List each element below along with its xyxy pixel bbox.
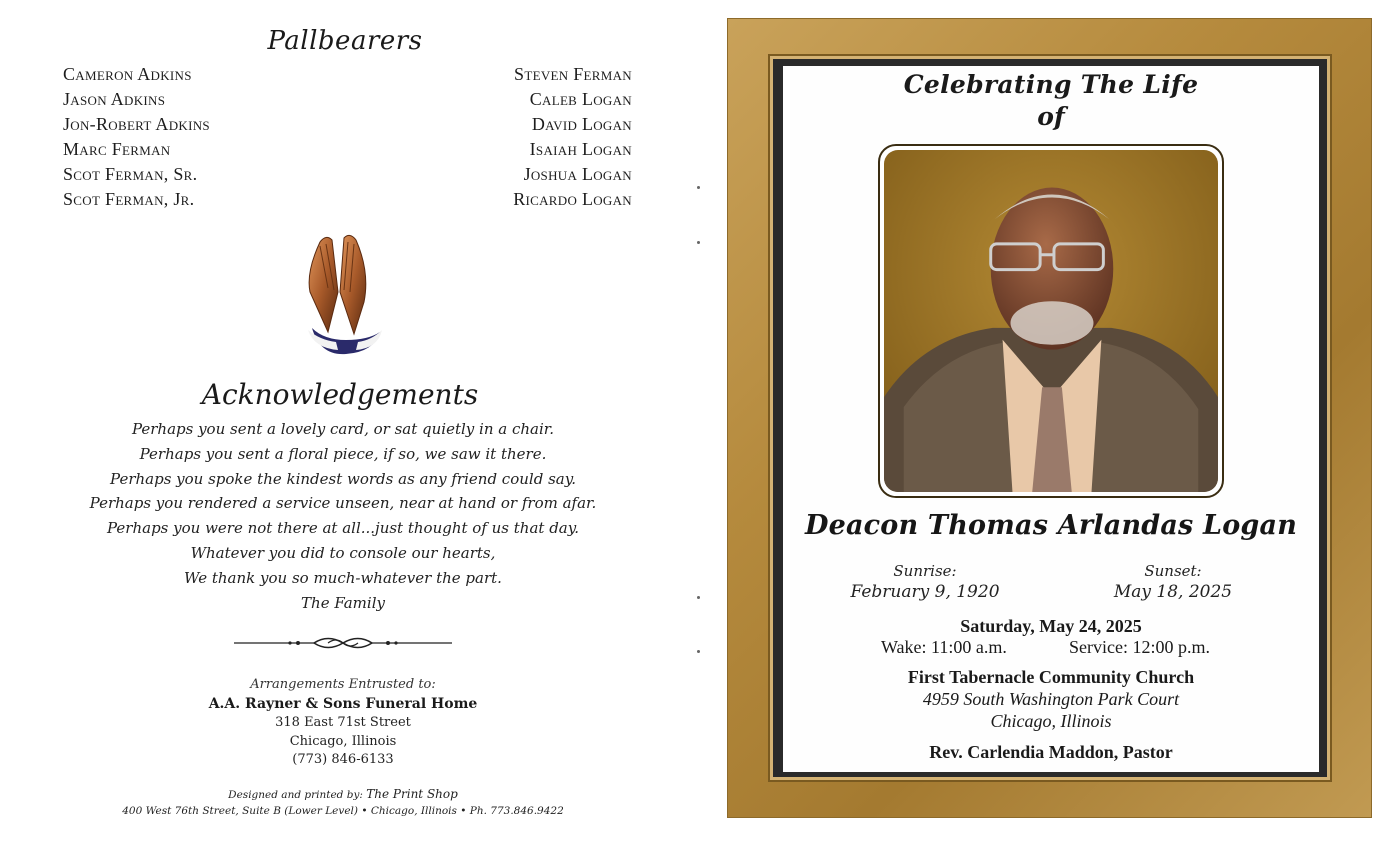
pallbearer-name: Steven Ferman: [514, 64, 632, 84]
acknowledgement-poem: [60, 417, 626, 615]
church-address: 4959 South Washington Park Court: [922, 689, 1180, 709]
poem-line: Perhaps you rendered a service unseen, near at hand or from afar.: [89, 494, 597, 513]
pallbearer-name: David Logan: [531, 114, 632, 134]
pallbearers-left-list: [63, 62, 210, 212]
sunset-label: Sunset:: [1144, 562, 1202, 580]
funeral-home-street: 318 East 71st Street: [275, 715, 411, 730]
wake-time: Wake: 11:00 a.m.: [881, 637, 1007, 657]
cover-card: [783, 66, 1319, 772]
sunset-date: May 18, 2025: [1113, 582, 1233, 602]
poem-line: Whatever you did to console our hearts,: [190, 543, 496, 562]
service-time: Service: 12:00 p.m.: [1069, 637, 1210, 657]
pallbearers-right-list: [513, 62, 632, 212]
pallbearer-name: Jason Adkins: [63, 89, 166, 109]
sunrise-label: Sunrise:: [893, 562, 957, 580]
poem-line: We thank you so much-whatever the part.: [184, 568, 502, 587]
printer-line: [100, 786, 586, 803]
pastor-name: Rev. Carlendia Maddon, Pastor: [929, 742, 1173, 762]
pallbearer-name: Scot Ferman, Jr.: [63, 189, 195, 209]
poem-line: Perhaps you were not there at all...just thought of us that day.: [107, 519, 579, 538]
pallbearer-name: Scot Ferman, Sr.: [63, 164, 198, 184]
arrangements-label: Arrangements Entrusted to:: [250, 677, 436, 692]
poem-line: Perhaps you sent a lovely card, or sat quietly in a chair.: [131, 420, 555, 438]
funeral-home-city: Chicago, Illinois: [289, 733, 397, 749]
pallbearer-name: Caleb Logan: [529, 89, 632, 109]
arrangements-block: [140, 676, 546, 770]
fold-mark: [697, 650, 700, 653]
funeral-home-name: A.A. Rayner & Sons Funeral Home: [208, 696, 478, 712]
pallbearers-title: Pallbearers: [267, 26, 423, 56]
pallbearer-name: Isaiah Logan: [529, 139, 632, 159]
poem-line: The Family: [301, 593, 385, 612]
portrait-frame: [878, 144, 1224, 498]
church-city: Chicago, Illinois: [990, 711, 1112, 731]
pallbearer-name: Marc Ferman: [63, 139, 171, 159]
poem-line: Perhaps you sent a floral piece, if so, we saw it there.: [139, 444, 547, 463]
printer-credit: [100, 786, 586, 819]
funeral-home-phone: (773) 846-6133: [292, 752, 394, 767]
pallbearer-name: Cameron Adkins: [63, 64, 192, 84]
printer-name: The Print Shop: [366, 787, 458, 801]
pallbearer-name: Jon-Robert Adkins: [63, 114, 210, 134]
church-name: First Tabernacle Community Church: [907, 667, 1195, 687]
fold-mark: [697, 241, 700, 244]
printer-address: 400 West 76th Street, Suite B (Lower Level) • Chicago, Illinois • Ph. 773.846.9422: [122, 805, 564, 817]
portrait-photo: [884, 150, 1218, 492]
fold-mark: [697, 186, 700, 189]
service-date: Saturday, May 24, 2025: [960, 616, 1142, 636]
acknowledgements-title: Acknowledgements: [201, 378, 479, 411]
fold-mark: [697, 596, 700, 599]
deceased-name: Deacon Thomas Arlandas Logan: [804, 510, 1298, 541]
pallbearer-name: Joshua Logan: [523, 164, 632, 184]
printed-by-label: Designed and printed by:: [228, 789, 363, 801]
praying-hands-icon: [298, 232, 390, 360]
sunrise-date: February 9, 1920: [850, 582, 1000, 602]
of-heading: of: [1037, 102, 1065, 131]
pallbearer-name: Ricardo Logan: [513, 189, 632, 209]
celebrating-heading: Celebrating The Life: [903, 70, 1199, 99]
ornamental-divider: [232, 632, 454, 654]
poem-line: Perhaps you spoke the kindest words as any friend could say.: [110, 469, 576, 488]
